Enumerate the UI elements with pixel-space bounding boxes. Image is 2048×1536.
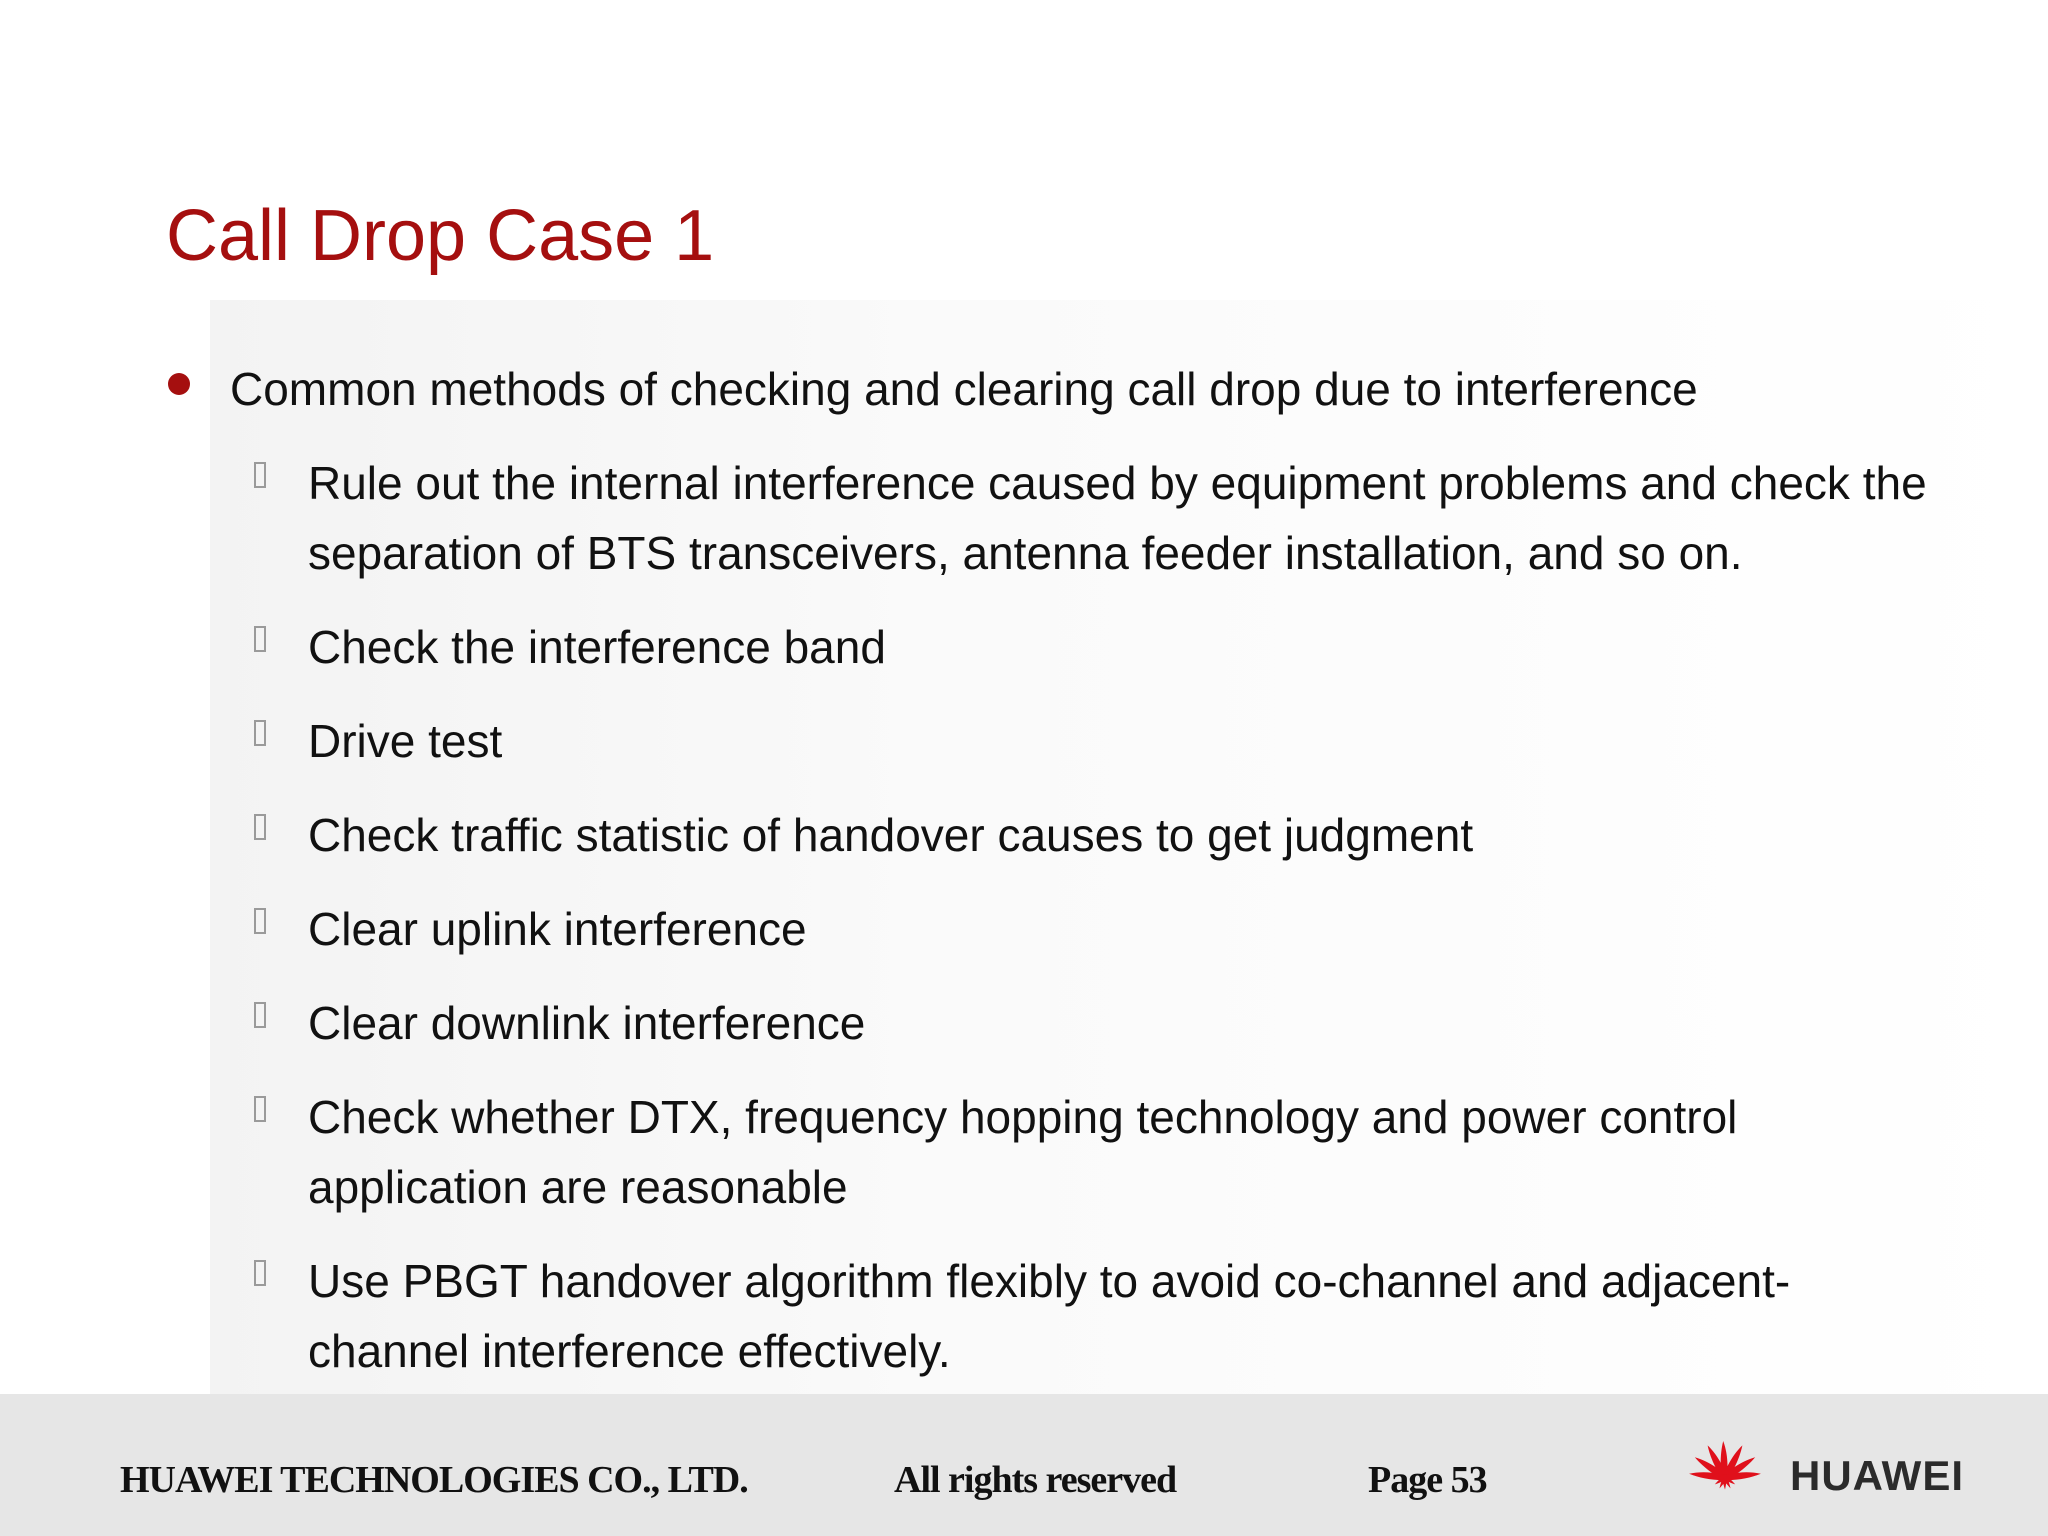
sub-bullet-text: Drive test	[308, 715, 503, 767]
sub-bullet-icon	[254, 1002, 266, 1028]
footer-company: HUAWEI TECHNOLOGIES CO., LTD.	[120, 1459, 748, 1501]
sub-bullet-icon	[254, 462, 266, 488]
sub-bullet-item	[250, 988, 1950, 1058]
sub-bullet-text: Use PBGT handover algorithm flexibly to avoid co-channel and adjacent-channel interference effectively.	[308, 1255, 1791, 1377]
sub-bullet-text: Clear downlink interference	[308, 997, 866, 1049]
footer-page-number: Page 53	[1368, 1459, 1487, 1501]
sub-bullet-text: Check traffic statistic of handover causes to get judgment	[308, 809, 1474, 861]
sub-bullet-text: Check the interference band	[308, 621, 886, 673]
sub-bullet-icon	[254, 908, 266, 934]
footer-logo-panel	[1620, 0, 2048, 142]
sub-bullet-icon	[254, 1096, 266, 1122]
sub-bullet-text: Rule out the internal interference caused by equipment problems and check the separation of BTS transceivers, antenna feeder installation, and so on.	[308, 457, 1927, 579]
sub-bullet-item	[250, 1082, 1950, 1222]
sub-bullet-list	[250, 448, 1950, 1410]
slide-title: Call Drop Case 1	[166, 196, 715, 276]
sub-bullet-item	[250, 894, 1950, 964]
sub-bullet-icon	[254, 1260, 266, 1286]
sub-bullet-item	[250, 800, 1950, 870]
sub-bullet-item	[250, 1246, 1950, 1386]
bullet-dot-icon	[168, 373, 190, 395]
sub-bullet-text: Check whether DTX, frequency hopping technology and power control application are reasonable	[308, 1091, 1738, 1213]
sub-bullet-item	[250, 706, 1950, 776]
sub-bullet-icon	[254, 814, 266, 840]
sub-bullet-icon	[254, 626, 266, 652]
sub-bullet-item	[250, 612, 1950, 682]
footer-rights: All rights reserved	[894, 1459, 1177, 1501]
sub-bullet-icon	[254, 720, 266, 746]
huawei-logo-text: HUAWEI	[1790, 1452, 1964, 1499]
main-bullet-text: Common methods of checking and clearing call drop due to interference	[230, 363, 1698, 415]
sub-bullet-item	[250, 448, 1950, 588]
huawei-logo-icon	[1680, 1432, 1770, 1504]
sub-bullet-text: Clear uplink interference	[308, 903, 807, 955]
